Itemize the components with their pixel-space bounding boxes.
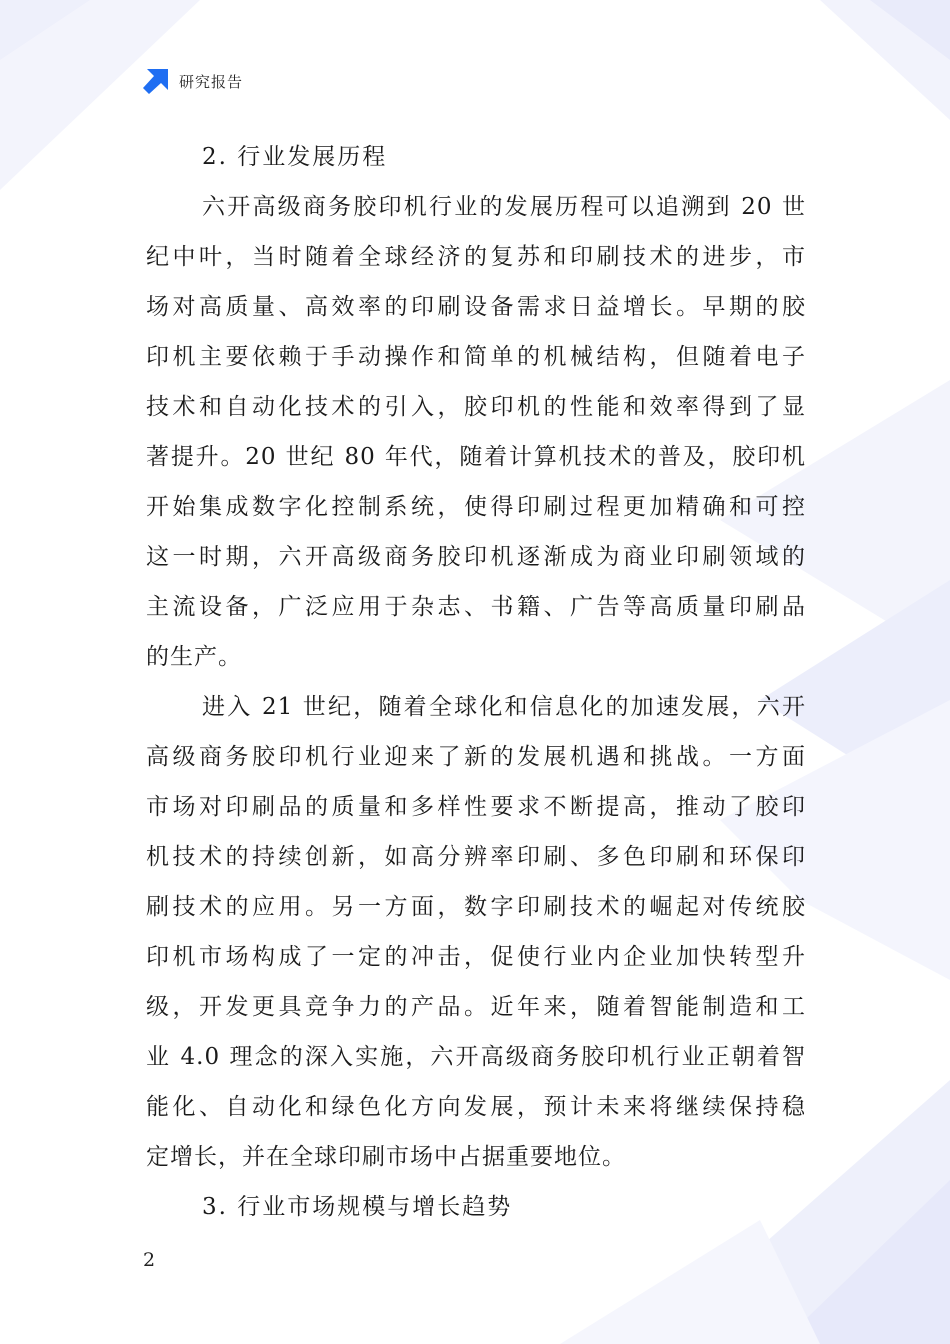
text-line: 高级商务胶印机行业迎来了新的发展机遇和挑战。一方面: [146, 744, 806, 770]
arrow-up-right-icon: [141, 66, 171, 96]
text-line: 机技术的持续创新，如高分辨率印刷、多色印刷和环保印: [146, 844, 806, 870]
text-line: 市场对印刷品的质量和多样性要求不断提高，推动了胶印: [146, 794, 806, 820]
paragraph-2: [146, 682, 806, 1182]
section-3-heading: 3. 行业市场规模与增长趋势: [202, 1194, 513, 1220]
text-line: 进入 21 世纪，随着全球化和信息化的加速发展，六开: [202, 694, 806, 720]
text-line: 纪中叶，当时随着全球经济的复苏和印刷技术的进步，市: [146, 244, 806, 270]
section-2-heading: 2. 行业发展历程: [202, 144, 388, 170]
text-line: 技术和自动化技术的引入，胶印机的性能和效率得到了显: [146, 394, 806, 420]
text-line: 定增长，并在全球印刷市场中占据重要地位。: [146, 1144, 626, 1170]
text-line: 的生产。: [146, 644, 242, 670]
text-line: 能化、自动化和绿色化方向发展，预计未来将继续保持稳: [146, 1094, 806, 1120]
text-line: 印机主要依赖于手动操作和简单的机械结构，但随着电子: [146, 344, 806, 370]
text-line: 刷技术的应用。另一方面，数字印刷技术的崛起对传统胶: [146, 894, 806, 920]
text-line: 著提升。20 世纪 80 年代，随着计算机技术的普及，胶印机: [146, 444, 806, 470]
document-body: [146, 132, 806, 1232]
report-header: [141, 66, 243, 96]
header-title: 研究报告: [179, 72, 244, 91]
text-line: 主流设备，广泛应用于杂志、书籍、广告等高质量印刷品: [146, 594, 806, 620]
text-line: 六开高级商务胶印机行业的发展历程可以追溯到 20 世: [202, 194, 806, 220]
text-line: 级，开发更具竞争力的产品。近年来，随着智能制造和工: [146, 994, 806, 1020]
page-number: 2: [143, 1249, 156, 1271]
text-line: 场对高质量、高效率的印刷设备需求日益增长。早期的胶: [146, 294, 806, 320]
paragraph-1: [146, 182, 806, 682]
text-line: 开始集成数字化控制系统，使得印刷过程更加精确和可控: [146, 494, 806, 520]
text-line: 业 4.0 理念的深入实施，六开高级商务胶印机行业正朝着智: [146, 1044, 806, 1070]
text-line: 这一时期，六开高级商务胶印机逐渐成为商业印刷领域的: [146, 544, 806, 570]
text-line: 印机市场构成了一定的冲击，促使行业内企业加快转型升: [146, 944, 806, 970]
